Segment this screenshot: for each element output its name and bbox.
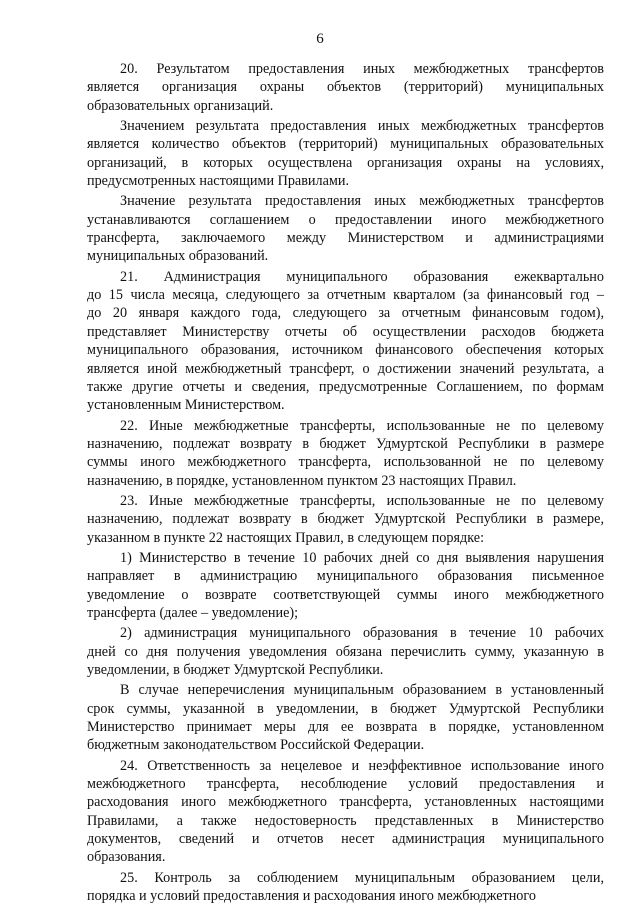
paragraph-p20 (87, 60, 604, 115)
text-line: межбюджетного трансферта, несоблюдение условий предоставления и (87, 776, 604, 793)
paragraph-p21 (87, 268, 604, 415)
text-line: уведомлении, в бюджет Удмуртской Республики. (87, 662, 384, 678)
text-line: трансферта, заключаемого между Министерством и администрациями (87, 230, 604, 247)
text-line: представляет Министерству отчеты об осуществлении расходов бюджета (87, 323, 604, 340)
text-line: дней со дня получения уведомления обязана перечислить сумму, указанную в (87, 643, 604, 660)
text-line: Значением результата предоставления иных межбюджетных трансфертов (120, 118, 604, 135)
paragraph-p22 (87, 417, 604, 490)
text-line: устанавливаются соглашением о предоставлении иного межбюджетного (87, 211, 604, 228)
text-line: образования. (87, 849, 166, 866)
text-line: 24. Ответственность за нецелевое и неэффективное использование иного (120, 757, 604, 774)
text-line: направляет в администрацию муниципального образования письменное (87, 568, 604, 585)
text-line: В случае неперечисления муниципальным образованием в установленный (120, 682, 604, 699)
text-line: установленным Министерством. (87, 397, 285, 414)
text-line: расходования иного межбюджетного трансферта, установленных настоящими (87, 794, 604, 811)
paragraph-p23-1 (87, 549, 604, 622)
text-line: 20. Результатом предоставления иных межбюджетных трансфертов (120, 61, 604, 77)
text-line: 2) администрация муниципального образования в течение 10 рабочих (120, 625, 604, 642)
text-line: также другие отчеты и сведения, предусмотренные Соглашением, по формам (87, 378, 604, 395)
page-number: 6 (316, 31, 324, 47)
text-line: 22. Иные межбюджетные трансферты, использованные не по целевому (120, 417, 604, 434)
text-line: 1) Министерство в течение 10 рабочих дней со дня выявления нарушения (120, 549, 604, 566)
text-line: срок суммы, указанной в уведомлении, в бюджет Удмуртской Республики (87, 700, 604, 717)
text-line: муниципального образования, источником финансового обеспечения которых (87, 342, 604, 359)
text-line: Значение результата предоставления иных межбюджетных трансфертов (120, 193, 604, 210)
paragraph-p23-2 (87, 624, 604, 679)
text-line: до 20 января каждого года, следующего за отчетным финансовым годом), (87, 305, 604, 322)
paragraph-p20c (87, 192, 604, 265)
text-line: организаций, в которых осуществлена организация охраны на условиях, (87, 154, 604, 171)
text-line: 25. Контроль за соблюдением муниципальным образованием цели, (120, 869, 604, 886)
text-line: 21. Администрация муниципального образования ежеквартально (120, 268, 604, 285)
text-line: является иной межбюджетный трансферт, о достижении значений результата, а (87, 360, 604, 377)
text-line: является количество объектов (территорий) муниципальных образовательных (87, 136, 604, 153)
text-line: назначению, в порядке, установленном пунктом 23 настоящих Правил. (87, 472, 517, 489)
text-line: Министерство принимает меры для ее возврата в порядке, установленном (87, 719, 604, 736)
text-line: уведомление о возврате соответствующей суммы иного межбюджетного (87, 586, 604, 603)
text-line: до 15 числа месяца, следующего за отчетным кварталом (за финансовый год – (87, 287, 604, 304)
text-line: назначению, подлежат возврату в бюджет Удмуртской Республики в размере, (87, 511, 604, 528)
paragraph-p23 (87, 492, 604, 547)
paragraph-p24 (87, 757, 604, 867)
text-line: бюджетным законодательством Российской Федерации. (87, 737, 425, 754)
text-line: суммы иного межбюджетного трансферта, использованной не по целевому (87, 454, 604, 471)
paragraph-p20b (87, 117, 604, 190)
text-line: муниципальных образований. (87, 248, 269, 265)
text-line: является организация охраны объектов (территорий) муниципальных (87, 79, 604, 96)
text-line: образовательных организаций. (87, 97, 274, 114)
text-line: Правилами, а также недостоверность представленных в Министерство (87, 812, 604, 829)
text-line: документов, сведений и отчетов несет администрация муниципального (87, 831, 604, 848)
paragraph-p23-3 (87, 681, 604, 754)
text-line: порядка и условий предоставления и расходования иного межбюджетного (87, 888, 536, 905)
text-line: назначению, подлежат возврату в бюджет Удмуртской Республики в размере (87, 435, 604, 452)
text-line: предусмотренных настоящими Правилами. (87, 173, 350, 190)
document-body (87, 60, 604, 905)
paragraph-p25 (87, 869, 604, 905)
text-line: трансферта (далее – уведомление); (87, 604, 299, 621)
text-line: указанном в пункте 22 настоящих Правил, в следующем порядке: (87, 529, 485, 546)
text-line: 23. Иные межбюджетные трансферты, использованные не по целевому (120, 492, 604, 509)
